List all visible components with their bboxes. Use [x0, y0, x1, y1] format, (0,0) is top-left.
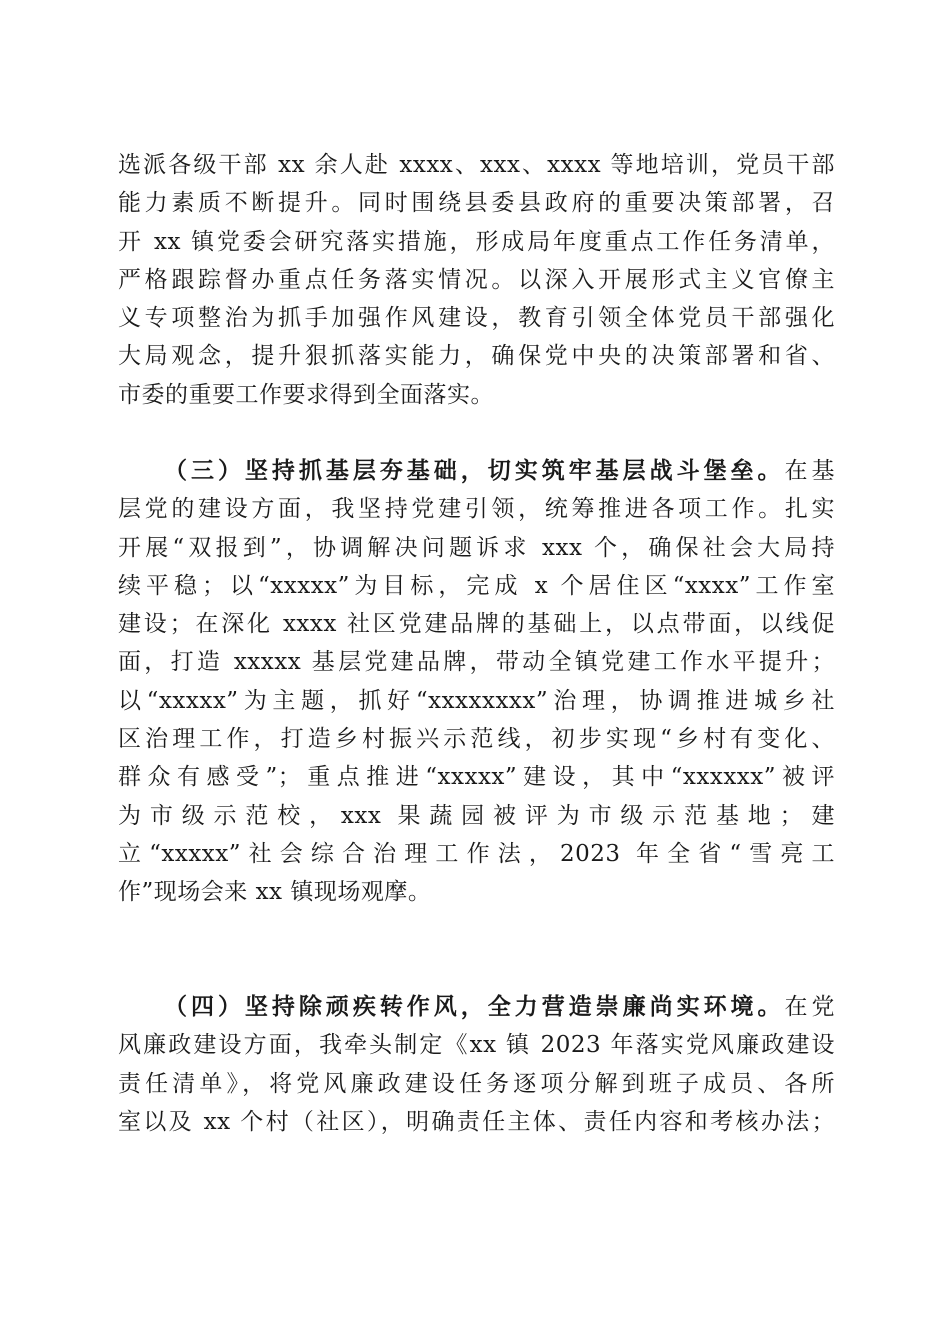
- paragraph-line: 作”现场会来 xx 镇现场观摩。: [118, 879, 432, 906]
- paragraph-line: 开展“双报到”，协调解决问题诉求 xxx 个，确保社会大局持: [118, 534, 835, 561]
- paragraph-line: 立“xxxxx”社会综合治理工作法，2023 年全省“雪亮工: [118, 840, 835, 867]
- paragraph-line: 为市级示范校，xxx 果蔬园被评为市级示范基地；建: [118, 802, 835, 829]
- paragraph-line: 能力素质不断提升。同时围绕县委县政府的重要决策部署，召: [118, 190, 835, 217]
- section-heading-3: （三）坚持抓基层夯基础，切实筑牢基层战斗堡垒。: [164, 457, 785, 484]
- paragraph-text: 在基: [784, 458, 835, 484]
- paragraph-text: 在党: [784, 994, 835, 1020]
- paragraph-line: 风廉政建设方面，我牵头制定《xx 镇 2023 年落实党风廉政建设: [118, 1032, 835, 1059]
- paragraph-line: 层党的建设方面，我坚持党建引领，统筹推进各项工作。扎实: [118, 496, 835, 523]
- paragraph-2: [118, 452, 835, 912]
- paragraph-line: 大局观念，提升狠抓落实能力，确保党中央的决策部署和省、: [118, 343, 835, 370]
- paragraph-line: 建设；在深化 xxxx 社区党建品牌的基础上，以点带面，以线促: [118, 611, 835, 638]
- paragraph-line: 面，打造 xxxxx 基层党建品牌，带动全镇党建工作水平提升；: [118, 649, 835, 676]
- paragraph-1: [118, 146, 835, 414]
- paragraph-line: 责任清单》，将党风廉政建设任务逐项分解到班子成员、各所: [118, 1070, 835, 1097]
- paragraph-line: 群众有感受”；重点推进“xxxxx”建设，其中“xxxxxx”被评: [118, 764, 835, 791]
- paragraph-line: 区治理工作，打造乡村振兴示范线，初步实现“乡村有变化、: [118, 726, 835, 753]
- paragraph-line: 严格跟踪督办重点任务落实情况。以深入开展形式主义官僚主: [118, 266, 835, 293]
- paragraph-line: 开 xx 镇党委会研究落实措施，形成局年度重点工作任务清单，: [118, 228, 835, 255]
- paragraph-line: 市委的重要工作要求得到全面落实。: [118, 381, 494, 408]
- paragraph-line: 选派各级干部 xx 余人赴 xxxx、xxx、xxxx 等地培训，党员干部: [118, 152, 835, 178]
- paragraph-3: [118, 988, 835, 1141]
- section-heading-4: （四）坚持除顽疾转作风，全力营造崇廉尚实环境。: [164, 993, 785, 1020]
- paragraph-line: 续平稳；以“xxxxx”为目标，完成 x 个居住区“xxxx”工作室: [118, 572, 835, 599]
- paragraph-first-line: [118, 988, 835, 1026]
- paragraph-line: 室以及 xx 个村（社区），明确责任主体、责任内容和考核办法；: [118, 1108, 835, 1135]
- paragraph-first-line: [118, 452, 835, 490]
- paragraph-line: 以“xxxxx”为主题，抓好“xxxxxxxx”治理，协调推进城乡社: [118, 687, 835, 714]
- paragraph-line: 义专项整治为抓手加强作风建设，教育引领全体党员干部强化: [118, 305, 835, 332]
